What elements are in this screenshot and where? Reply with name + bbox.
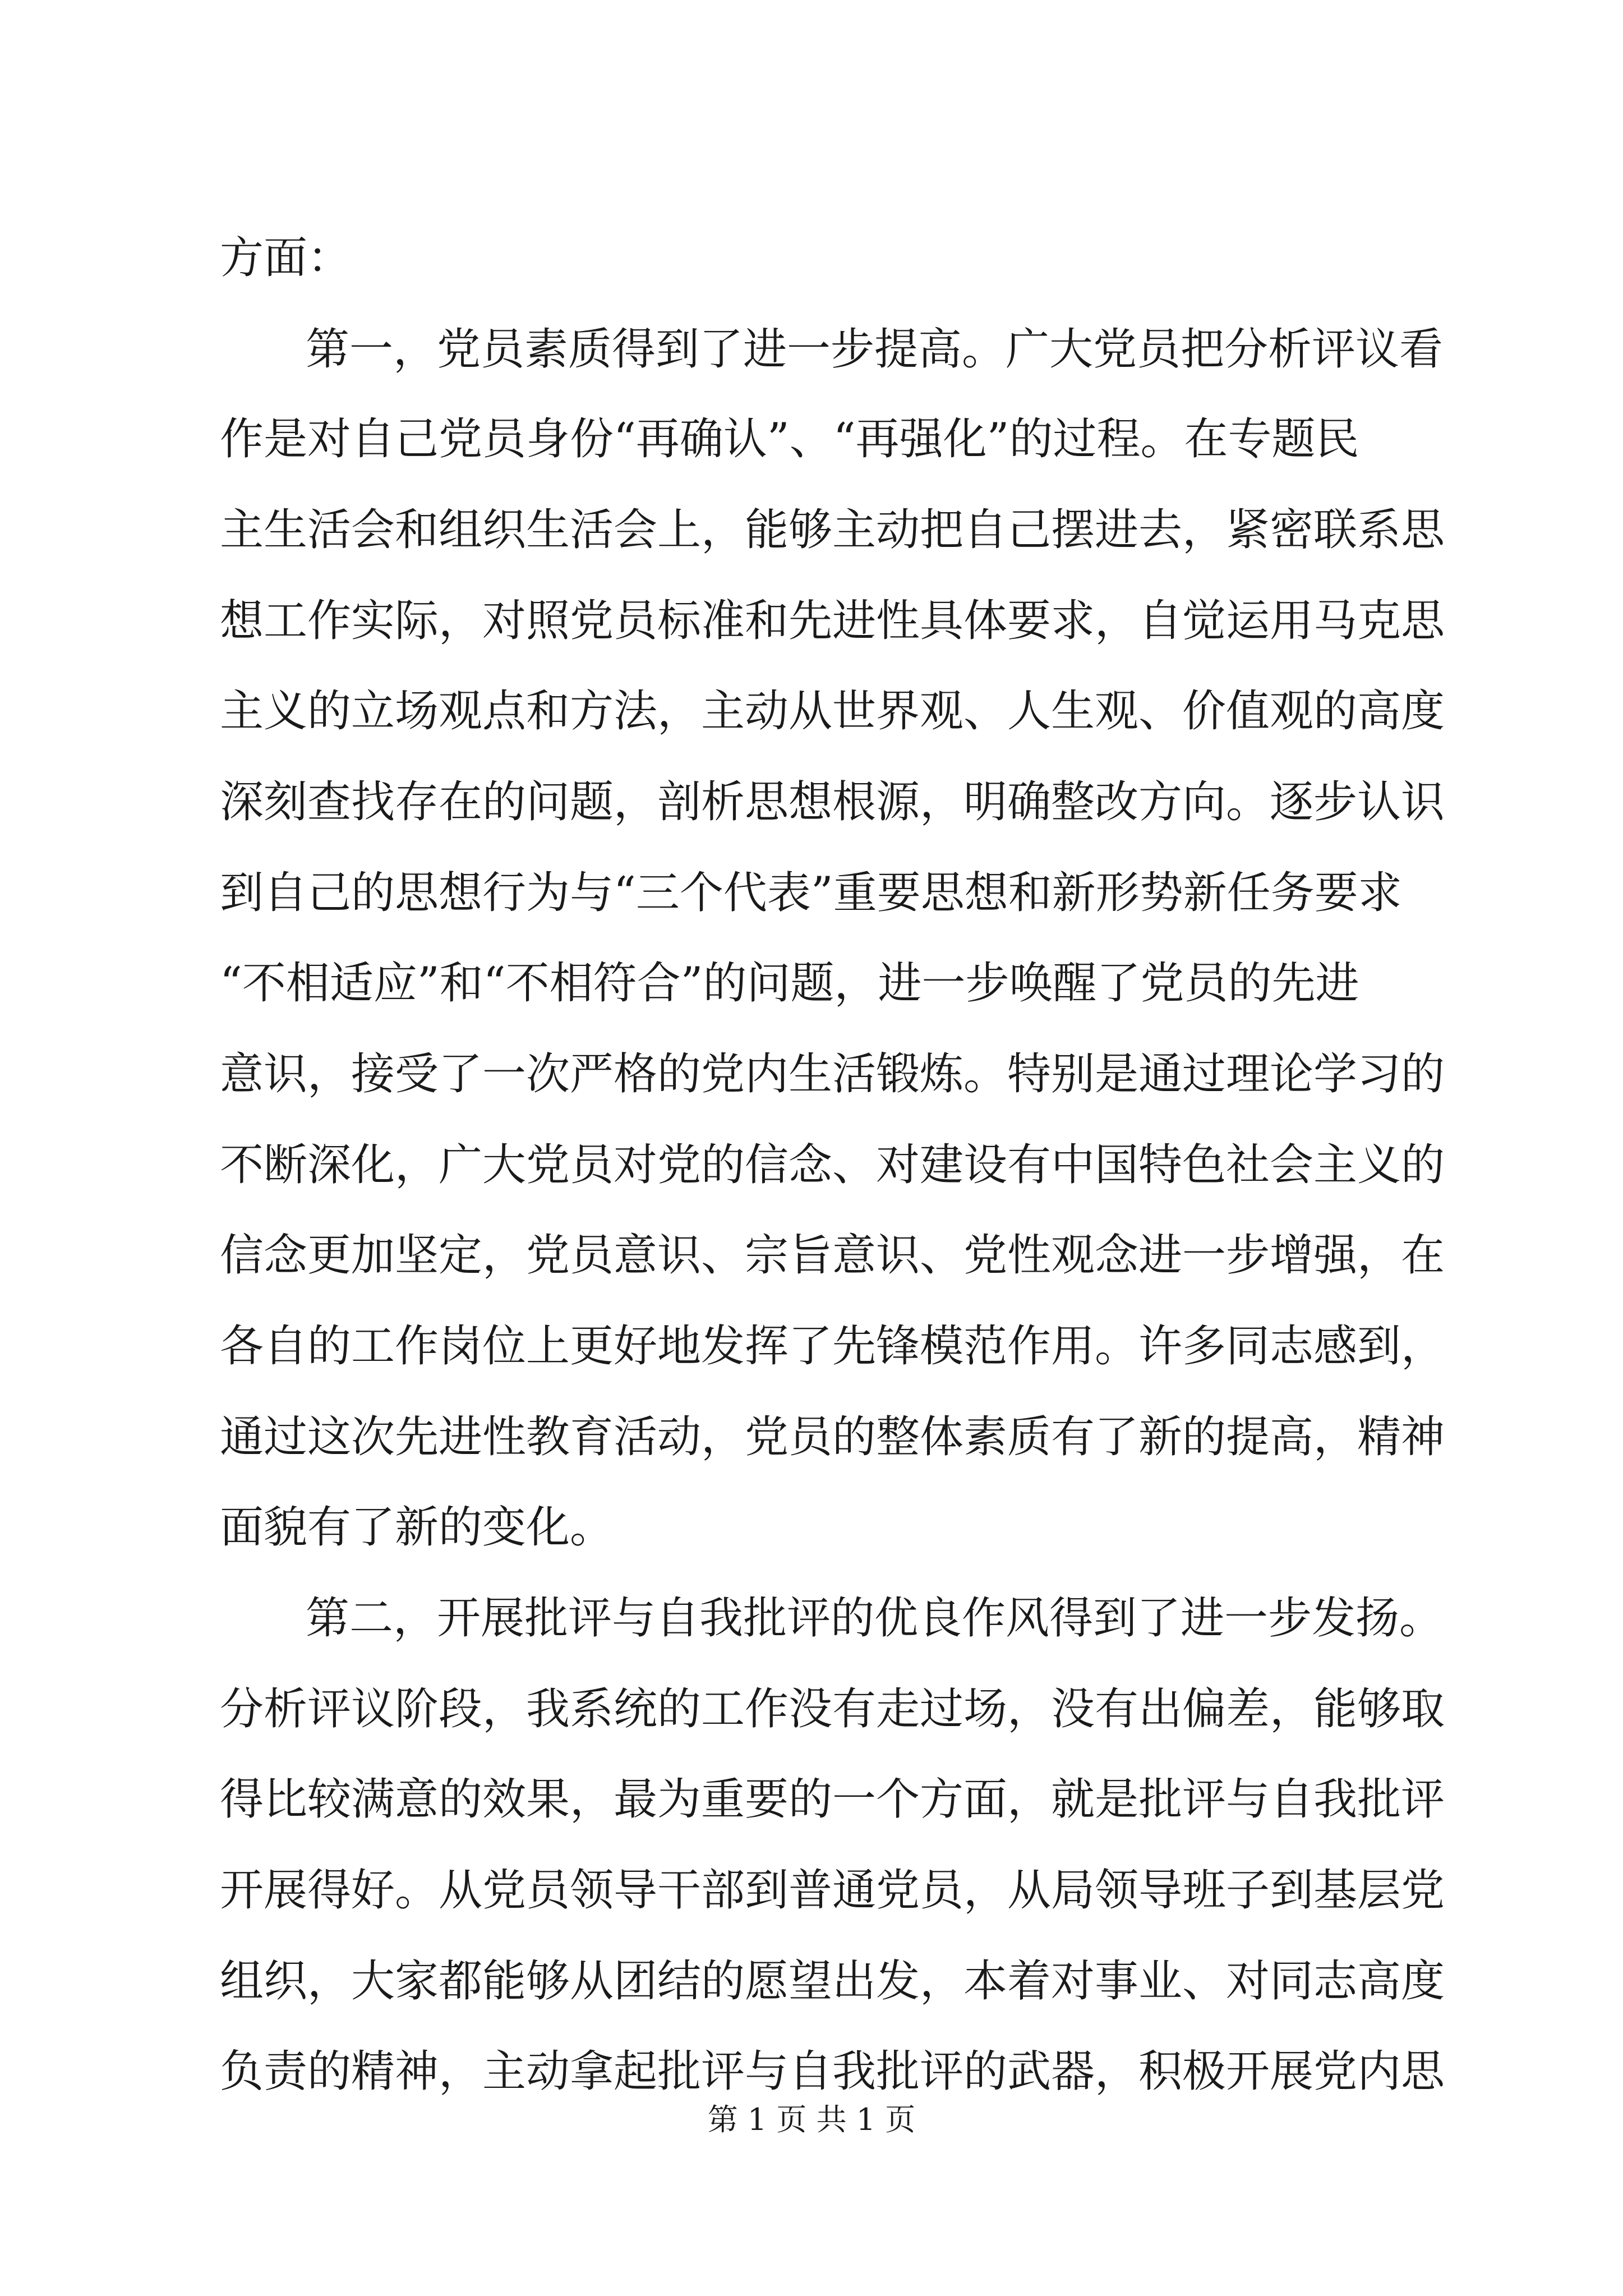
text-line: 负责的精神，主动拿起批评与自我批评的武器，积极开展党内思 (220, 2046, 1445, 2097)
text-line: 信念更加坚定，党员意识、宗旨意识、党性观念进一步增强，在 (220, 1230, 1445, 1281)
text-line: 面貌有了新的变化。 (220, 1502, 614, 1553)
text-line: 作是对自己党员身份“再确认”、“再强化”的过程。在专题民 (220, 414, 1359, 464)
text-line: 得比较满意的效果，最为重要的一个方面，就是批评与自我批评 (220, 1774, 1445, 1825)
paragraph-2-start: 第二，开展批评与自我批评的优良作风得到了进一步发扬。 (306, 1593, 1444, 1644)
text-line: 分析评议阶段，我系统的工作没有走过场，没有出偏差，能够取 (220, 1684, 1445, 1734)
text-line: 主义的立场观点和方法，主动从世界观、人生观、价值观的高度 (220, 686, 1445, 737)
text-line: 到自己的思想行为与“三个代表”重要思想和新形势新任务要求 (220, 868, 1402, 918)
text-line: 想工作实际，对照党员标准和先进性具体要求，自觉运用马克思 (220, 596, 1445, 646)
text-line: 组织，大家都能够从团结的愿望出发，本着对事业、对同志高度 (220, 1956, 1445, 2007)
text-line: 不断深化，广大党员对党的信念、对建设有中国特色社会主义的 (220, 1140, 1445, 1190)
text-line: 各自的工作岗位上更好地发挥了先锋模范作用。许多同志感到， (220, 1321, 1445, 1372)
text-line: 主生活会和组织生活会上，能够主动把自己摆进去，紧密联系思 (220, 505, 1445, 555)
text-line: 深刻查找存在的问题，剖析思想根源，明确整改方向。逐步认识 (220, 777, 1445, 827)
text-line: 开展得好。从党员领导干部到普通党员，从局领导班子到基层党 (220, 1865, 1445, 1916)
paragraph-1-start: 第一，党员素质得到了进一步提高。广大党员把分析评议看 (306, 324, 1444, 375)
text-line: 意识，接受了一次严格的党内生活锻炼。特别是通过理论学习的 (220, 1049, 1445, 1099)
text-line: 通过这次先进性教育活动，党员的整体素质有了新的提高，精神 (220, 1412, 1445, 1462)
text-line: “不相适应”和“不相符合”的问题，进一步唤醒了党员的先进 (220, 958, 1359, 1009)
page-footer: 第 1 页 共 1 页 (707, 2102, 916, 2137)
text-line: 方面： (220, 233, 352, 283)
